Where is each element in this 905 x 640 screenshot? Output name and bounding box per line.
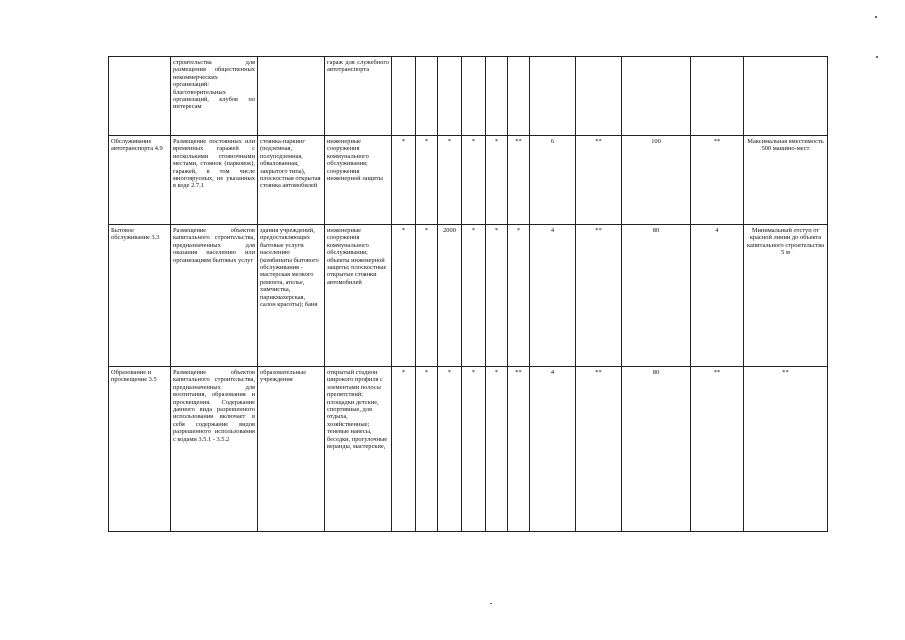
note-cell: **: [744, 367, 828, 532]
parameter-cell: [462, 57, 486, 136]
parameter-cell: *: [416, 367, 438, 532]
parameter-cell: 2000: [438, 225, 462, 367]
table-row: [109, 367, 828, 532]
table-row: [109, 225, 828, 367]
note-cell: Минимальный отступ от красной линии до объекта капитального строительства 5 м: [744, 225, 828, 367]
parameter-cell: *: [416, 225, 438, 367]
parameter-cell: 4: [691, 225, 744, 367]
parameter-cell: [576, 57, 622, 136]
parameter-cell: [622, 57, 691, 136]
parameter-cell: 4: [530, 225, 576, 367]
use-name-cell: Обслуживание автотранспорта 4.9: [109, 136, 171, 225]
parameter-cell: **: [691, 367, 744, 532]
parameter-cell: 100: [622, 136, 691, 225]
parameter-cell: **: [576, 367, 622, 532]
parameter-cell: *: [486, 367, 508, 532]
parameter-cell: *: [462, 367, 486, 532]
parameter-cell: *: [462, 136, 486, 225]
parameter-cell: *: [416, 136, 438, 225]
parameter-cell: *: [392, 225, 416, 367]
parameter-cell: *: [438, 136, 462, 225]
parameter-cell: *: [486, 136, 508, 225]
use-name-cell: [109, 57, 171, 136]
parameter-cell: [691, 57, 744, 136]
parameter-cell: *: [392, 136, 416, 225]
use-description-cell: Размещение объектов капитального строительства, предназначенных для оказания населению или организациям бытовых услуг: [171, 225, 258, 367]
table-row: [109, 57, 828, 136]
auxiliary-use-cell: гараж для служебного автотранспорта: [325, 57, 392, 136]
parameter-cell: *: [438, 367, 462, 532]
parameter-cell: [438, 57, 462, 136]
use-name-cell: Бытовое обслуживание 3.3: [109, 225, 171, 367]
parameter-cell: [508, 57, 530, 136]
note-cell: [744, 57, 828, 136]
use-description-cell: строительства для размещения общественных некоммерческих организаций: благотворительных организаций, клубов по интересам: [171, 57, 258, 136]
parameter-cell: [486, 57, 508, 136]
use-name-cell: Образование и просвещение 3.5: [109, 367, 171, 532]
parameter-cell: [530, 57, 576, 136]
zoning-regulations-table: [108, 56, 828, 532]
parameter-cell: 4: [530, 367, 576, 532]
scan-speck: [490, 603, 492, 604]
parameter-cell: **: [508, 136, 530, 225]
parameter-cell: *: [486, 225, 508, 367]
auxiliary-use-cell: инженерные сооружения коммунального обслуживания; сооружения инженерной защиты: [325, 136, 392, 225]
auxiliary-use-cell: открытый стадион широкого профиля с элементами полосы препятствий; площадки детские, спортивные, для отдыха, хозяйственные; теневые навесы, беседки, прогулочные веранды, мастерские,: [325, 367, 392, 532]
use-description-cell: Размещение постоянных или временных гаражей с несколькими стояночными местами, стоянок (парковок), гаражей, в том числе многоярусных, не указанных в коде 2.7.1: [171, 136, 258, 225]
parameter-cell: **: [691, 136, 744, 225]
scan-speck: [876, 56, 878, 58]
note-cell: Максимальная вместимость 500 машино-мест: [744, 136, 828, 225]
main-use-cell: здания учреждений, предоставляющих бытовые услуги населению (комбинаты бытового обслуживания - мастерская мелкого ремонта, ателье, химчистка, парикмахерская, салон красоты); баня: [258, 225, 325, 367]
main-use-cell: образовательные учреждения: [258, 367, 325, 532]
parameter-cell: 80: [622, 225, 691, 367]
parameter-cell: 80: [622, 367, 691, 532]
use-description-cell: Размещение объектов капитального строительства, предназначенных для воспитания, образования и просвещения. Содержание данного вида разрешенного использования включает в себя содержание видов разрешенного использования с кодами 3.5.1 - 3.5.2: [171, 367, 258, 532]
parameter-cell: *: [462, 225, 486, 367]
parameter-cell: [392, 57, 416, 136]
scan-speck: [875, 16, 877, 18]
parameter-cell: **: [508, 367, 530, 532]
table-row: [109, 136, 828, 225]
parameter-cell: **: [576, 225, 622, 367]
parameter-cell: 6: [530, 136, 576, 225]
parameter-cell: *: [392, 367, 416, 532]
parameter-cell: *: [508, 225, 530, 367]
auxiliary-use-cell: инженерные сооружения коммунального обслуживания; объекты инженерной защиты; плоскостные открытые стоянки автомобилей: [325, 225, 392, 367]
parameter-cell: **: [576, 136, 622, 225]
main-use-cell: стоянка-паркинг (подземная, полуподземная, обвалованная, закрытого типа), плоскостная открытая стоянка автомобилей: [258, 136, 325, 225]
parameter-cell: [416, 57, 438, 136]
main-use-cell: [258, 57, 325, 136]
